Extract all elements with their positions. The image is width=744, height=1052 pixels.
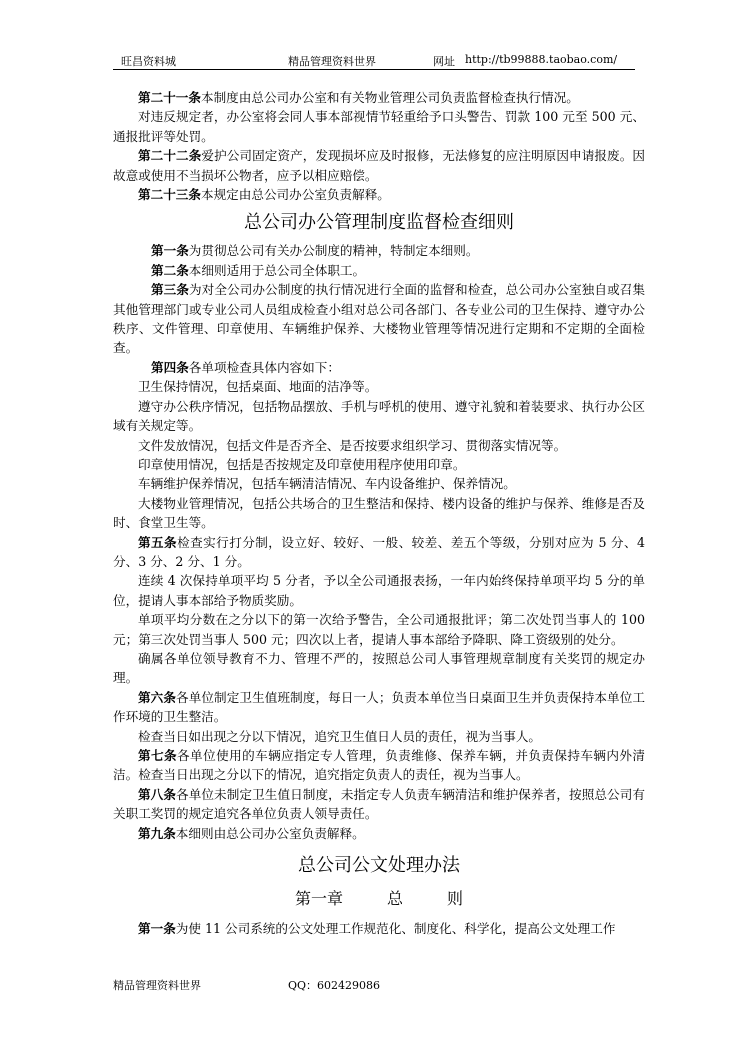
article-number: 第二条 xyxy=(151,262,189,278)
article-text: 文件发放情况，包括文件是否齐全、是否按要求组织学习、贯彻落实情况等。 xyxy=(138,437,567,453)
paragraph xyxy=(113,746,645,785)
header-url-link[interactable]: http://tb99888.taobao.com/ xyxy=(465,53,618,66)
article-text: 车辆维护保养情况，包括车辆清洁情况、车内设备维护、保养情况。 xyxy=(138,476,516,492)
article-number: 第一条 xyxy=(151,243,189,259)
paragraph xyxy=(113,571,645,610)
chapter-heading xyxy=(113,887,645,911)
paragraph xyxy=(113,261,645,280)
paragraph xyxy=(113,436,645,455)
document-body xyxy=(113,88,645,938)
section-office-rules xyxy=(113,88,645,204)
article-number: 第五条 xyxy=(138,534,178,550)
footer-left: 精品管理资料世界 xyxy=(113,979,201,992)
article-text: 对违反规定者，办公室将会同人事本部视情节轻重给予口头警告、罚款 100 元至 500 元、通报批评等处罚。 xyxy=(113,109,645,144)
section-document-handling xyxy=(113,919,645,938)
article-text: 遵守办公秩序情况，包括物品摆放、手机与呼机的使用、遵守礼貌和着装要求、执行办公区域有关规定等。 xyxy=(113,398,645,434)
chapter-title-part2: 则 xyxy=(447,889,464,909)
paragraph xyxy=(113,919,645,938)
paragraph xyxy=(113,397,645,436)
article-number: 第三条 xyxy=(151,282,190,298)
article-text: 大楼物业管理情况，包括公共场合的卫生整洁和保持、楼内设备的维护与保养、维修是否及时、食堂卫生等。 xyxy=(113,495,645,531)
section-title-supervision: 总公司办公管理制度监督检查细则 xyxy=(244,212,514,234)
chapter-title-part1: 总 xyxy=(386,889,403,909)
article-number: 第一条 xyxy=(138,921,176,937)
paragraph xyxy=(113,88,645,107)
paragraph xyxy=(113,533,645,572)
paragraph xyxy=(113,185,645,204)
paragraph xyxy=(113,455,645,474)
paragraph xyxy=(113,494,645,533)
article-text: 检查实行打分制，设立好、较好、一般、较差、差五个等级，分别对应为 5 分、4 分、3 分、2 分、1 分。 xyxy=(113,534,645,569)
header-middle: 精品管理资料世界 xyxy=(288,55,376,68)
article-number: 第二十二条 xyxy=(138,148,202,164)
page-header xyxy=(113,50,635,70)
paragraph xyxy=(113,727,645,746)
article-text: 各单位未制定卫生值日制度，未指定专人负责车辆清洁和维护保养者，按照总公司有关职工奖罚的规定追究各单位负责人领导责任。 xyxy=(113,786,645,822)
article-number: 第二十一条 xyxy=(138,90,201,105)
article-text: 本细则由总公司办公室负责解释。 xyxy=(175,825,365,841)
article-text: 各单位使用的车辆应指定专人管理，负责维修、保养车辆，并负责保持车辆内外清洁。检查当日出现之分以下的情况，追究指定负责人的责任，视为当事人。 xyxy=(113,748,646,783)
article-text: 单项平均分数在之分以下的第一次给予警告，全公司通报批评；第二次处罚当事人的 100 元；第三次处罚当事人 500 元；四次以上者，提请人事本部给予降职、降工资级别的处分。 xyxy=(113,612,645,647)
section-supervision-rules xyxy=(113,241,645,843)
section-title-document-handling: 总公司公文处理办法 xyxy=(298,855,460,877)
article-text: 各单位制定卫生值班制度，每日一人；负责本单位当日桌面卫生并负责保持本单位工作环境的卫生整洁。 xyxy=(113,689,645,725)
paragraph xyxy=(113,649,645,688)
paragraph xyxy=(113,146,645,185)
paragraph xyxy=(113,241,645,260)
paragraph xyxy=(113,824,645,843)
paragraph xyxy=(113,474,645,493)
article-number: 第九条 xyxy=(138,825,176,841)
article-text: 印章使用情况，包括是否按规定及印章使用程序使用印章。 xyxy=(138,456,466,472)
article-text: 确属各单位领导教育不力、管理不严的，按照总公司人事管理规章制度有关奖罚的规定办理。 xyxy=(113,650,645,686)
paragraph xyxy=(113,377,645,396)
paragraph xyxy=(113,107,645,146)
header-left: 旺昌资料城 xyxy=(121,55,176,68)
paragraph xyxy=(113,358,645,377)
article-text: 为贯彻总公司有关办公制度的精神，特制定本细则。 xyxy=(188,243,479,259)
paragraph xyxy=(113,785,645,824)
paragraph xyxy=(113,280,645,358)
header-url-label: 网址 xyxy=(433,55,455,68)
footer-qq: QQ：602429086 xyxy=(288,979,381,992)
article-text: 检查当日如出现之分以下情况，追究卫生值日人员的责任，视为当事人。 xyxy=(138,728,541,744)
article-number: 第六条 xyxy=(138,689,177,705)
article-text: 各单项检查具体内容如下： xyxy=(188,359,340,375)
article-number: 第四条 xyxy=(151,359,189,375)
paragraph xyxy=(113,688,645,727)
article-text: 爱护公司固定资产，发现损坏应及时报修，无法修复的应注明原因申请报废。因故意或使用不当损坏公物者，应予以相应赔偿。 xyxy=(113,148,646,183)
article-number: 第七条 xyxy=(138,748,178,763)
article-number: 第二十三条 xyxy=(138,187,201,203)
article-text: 本细则适用于总公司全体职工。 xyxy=(188,262,366,278)
article-text: 连续 4 次保持单项平均 5 分者，予以全公司通报表扬，一年内始终保持单项平均 5 分的单位，提请人事本部给予物质奖励。 xyxy=(113,573,645,608)
article-text: 为使 11 公司系统的公文处理工作规范化、制度化、科学化，提高公文处理工作 xyxy=(175,921,616,937)
article-text: 卫生保持情况，包括桌面、地面的洁净等。 xyxy=(138,379,378,395)
article-number: 第八条 xyxy=(138,786,177,802)
paragraph xyxy=(113,610,645,649)
article-text: 本规定由总公司办公室负责解释。 xyxy=(200,187,390,203)
article-text: 为对全公司办公制度的执行情况进行全面的监督和检查，总公司办公室独自或召集其他管理部门或专业公司人员组成检查小组对总公司各部门、各专业公司的卫生保持、遵守办公秩序、文件管理、印章使用、车辆维护保养、大楼物业管理等情况进行定期和不定期的全面检查。 xyxy=(113,282,646,356)
chapter-number: 第一章 xyxy=(294,889,343,909)
article-text: 本制度由总公司办公室和有关物业管理公司负责监督检查执行情况。 xyxy=(200,90,579,105)
